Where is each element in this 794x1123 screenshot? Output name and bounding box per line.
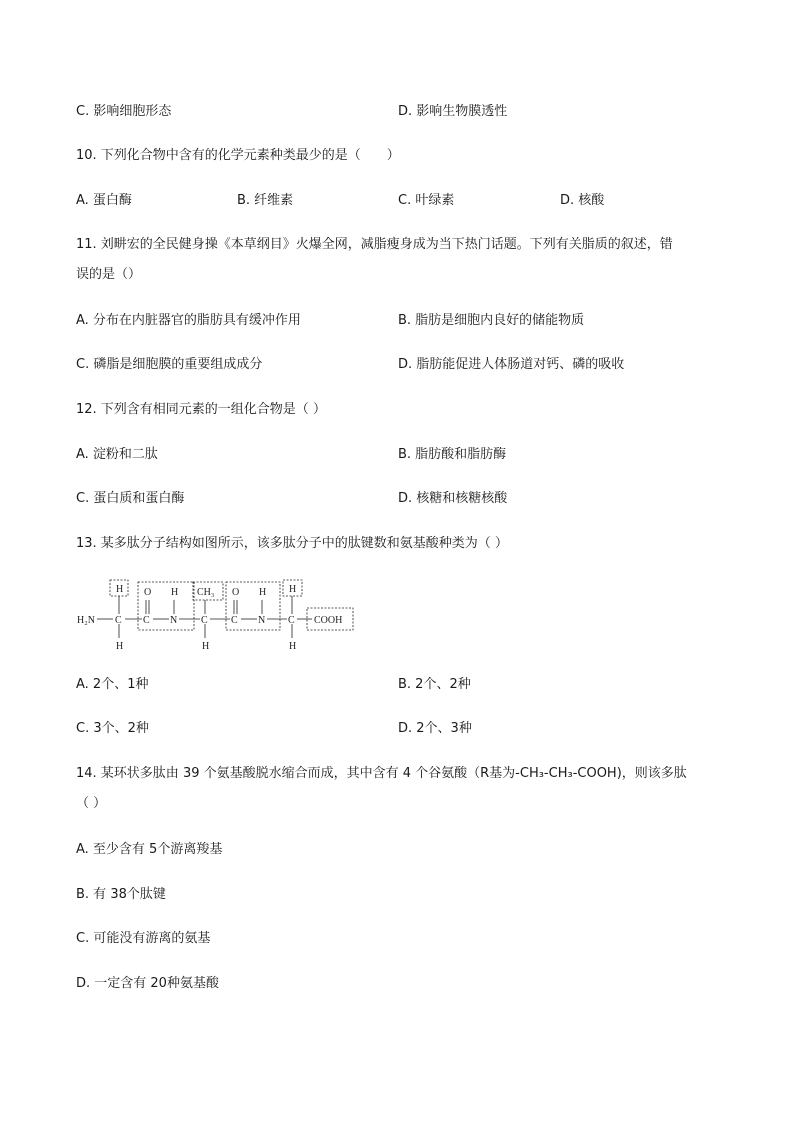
q10-option-c: C. 叶绿素 <box>398 193 455 208</box>
h-top-1: H <box>116 584 124 595</box>
q13-option-d: D. 2个、3种 <box>398 721 472 736</box>
q12-option-a: A. 淀粉和二肽 <box>76 447 158 462</box>
q12-option-b: B. 脂肪酸和脂肪酶 <box>398 447 507 462</box>
q12-stem: 12. 下列含有相同元素的一组化合物是（ ） <box>76 402 326 417</box>
h-top-3: H <box>259 587 267 598</box>
amino-group-label: H₂N <box>77 615 95 626</box>
n-atom-1: N <box>170 615 178 626</box>
q10-option-a: A. 蛋白酶 <box>76 193 132 208</box>
q11-option-a: A. 分布在内脏器官的脂肪具有缓冲作用 <box>76 313 301 328</box>
peptide-structure-diagram <box>76 578 366 652</box>
q11-stem-line1: 11. 刘畊宏的全民健身操《本草纲目》火爆全网，减脂瘦身成为当下热门话题。下列有关脂质的叙述，错 <box>76 237 673 252</box>
ch3-top: CH₃ <box>197 587 215 598</box>
q11-option-c: C. 磷脂是细胞膜的重要组成成分 <box>76 357 263 372</box>
q14-option-b: B. 有 38个肽键 <box>76 887 166 902</box>
q14-option-c: C. 可能没有游离的氨基 <box>76 931 211 946</box>
o-top-2: O <box>232 587 240 598</box>
q14-option-a: A. 至少含有 5个游离羧基 <box>76 842 223 857</box>
q14-stem-line1: 14. 某环状多肽由 39 个氨基酸脱水缩合而成，其中含有 4 个谷氨酸（R基为-CH₃-CH₃-COOH)，则该多肽 <box>76 766 687 781</box>
q12-option-d: D. 核糖和核糖核酸 <box>398 491 508 506</box>
q10-option-b: B. 纤维素 <box>237 193 294 208</box>
h-bottom-3: H <box>289 641 297 652</box>
c-atom-5: C <box>288 615 295 626</box>
c-atom-3: C <box>201 615 208 626</box>
q10-stem: 10. 下列化合物中含有的化学元素种类最少的是（ ） <box>76 148 400 163</box>
q11-option-b: B. 脂肪是细胞内良好的储能物质 <box>398 313 585 328</box>
q14-option-d: D. 一定含有 20种氨基酸 <box>76 976 219 991</box>
c-atom-2: C <box>143 615 150 626</box>
c-atom-4: C <box>231 615 238 626</box>
h-top-2: H <box>171 587 179 598</box>
q13-option-b: B. 2个、2种 <box>398 677 471 692</box>
q12-option-c: C. 蛋白质和蛋白酶 <box>76 491 185 506</box>
q10-option-d: D. 核酸 <box>560 193 605 208</box>
h-bottom-1: H <box>116 641 124 652</box>
q11-option-d: D. 脂肪能促进人体肠道对钙、磷的吸收 <box>398 357 625 372</box>
n-atom-2: N <box>258 615 266 626</box>
q13-option-c: C. 3个、2种 <box>76 721 149 736</box>
c-atom-1: C <box>115 615 122 626</box>
q13-stem: 13. 某多肽分子结构如图所示，该多肽分子中的肽键数和氨基酸种类为（ ） <box>76 536 508 551</box>
q14-stem-line2: （ ） <box>76 796 107 811</box>
q9-option-c: C. 影响细胞形态 <box>76 104 172 119</box>
o-top-1: O <box>144 587 152 598</box>
q9-option-d: D. 影响生物膜透性 <box>398 104 508 119</box>
carboxyl-group-label: COOH <box>314 615 343 626</box>
h-top-4: H <box>289 584 297 595</box>
h-bottom-2: H <box>202 641 210 652</box>
q11-stem-line2: 误的是（） <box>76 267 142 282</box>
q13-option-a: A. 2个、1种 <box>76 677 149 692</box>
